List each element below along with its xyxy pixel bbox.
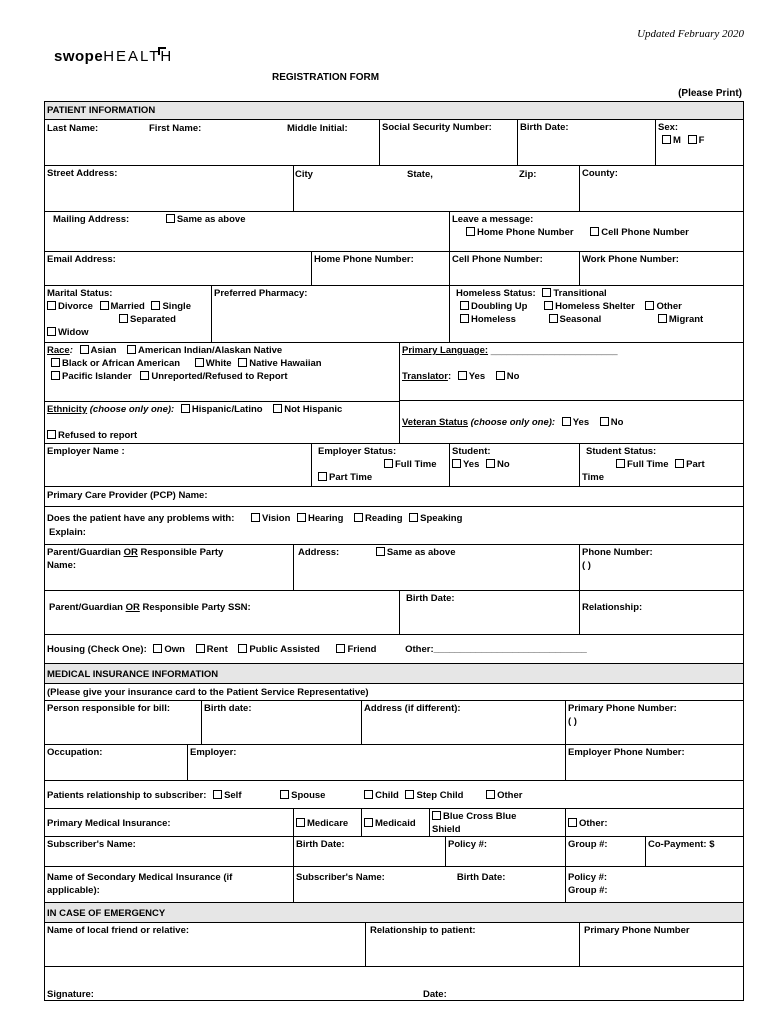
other-insurance-option: Other: — [565, 809, 743, 837]
asian-checkbox[interactable] — [80, 345, 89, 354]
employer-name-field[interactable]: Employer Name : — [47, 446, 125, 457]
rent-checkbox[interactable] — [196, 644, 205, 653]
street-field[interactable]: Street Address: — [47, 168, 118, 179]
pharmacy-field[interactable]: Preferred Pharmacy: — [211, 286, 449, 343]
copay-field[interactable]: Co-Payment: $ — [645, 837, 743, 867]
cell-phone-field[interactable]: Cell Phone Number: — [449, 252, 579, 286]
city-label: City — [295, 169, 313, 180]
form-title: REGISTRATION FORM — [272, 72, 380, 83]
subscriber-relationship-row — [45, 780, 743, 809]
medicaid-option: Medicaid — [361, 809, 429, 837]
step-child-checkbox[interactable] — [405, 790, 414, 799]
relationship-label: Patients relationship to subscriber: Self Spouse Child Step Child Other — [47, 790, 523, 801]
student-field: Student: Yes No — [449, 444, 579, 487]
guardian-ssn-row — [45, 590, 743, 635]
secondary-insurance-row — [45, 866, 743, 903]
transitional-checkbox[interactable] — [542, 288, 551, 297]
medicare-checkbox[interactable] — [296, 818, 305, 827]
emergency-relationship-field[interactable]: Relationship to patient: — [365, 923, 579, 967]
bcbs-checkbox[interactable] — [432, 811, 441, 820]
home-phone-field[interactable]: Home Phone Number: — [311, 252, 449, 286]
mailing-field[interactable]: Mailing Address: Same as above — [53, 214, 246, 225]
emergency-phone-field[interactable]: Primary Phone Number — [579, 923, 743, 967]
vision-checkbox[interactable] — [251, 513, 260, 522]
marital-row — [45, 285, 743, 343]
guardian-same-checkbox[interactable] — [376, 547, 385, 556]
separated-checkbox[interactable] — [119, 314, 128, 323]
sex-m-checkbox[interactable] — [662, 135, 671, 144]
self-checkbox[interactable] — [213, 790, 222, 799]
doubling-checkbox[interactable] — [460, 301, 469, 310]
pacific-checkbox[interactable] — [51, 371, 60, 380]
migrant-checkbox[interactable] — [658, 314, 667, 323]
full-time-checkbox[interactable] — [384, 459, 393, 468]
homeless-field: Homeless Status: Transitional Doubling Up Homeless Shelter Other Homeless Seasonal Migrant — [449, 286, 743, 343]
registration-form — [44, 101, 744, 1001]
address-row — [45, 165, 743, 212]
responsible-phone-field[interactable]: Primary Phone Number: ( ) — [565, 701, 743, 745]
translator-no-checkbox[interactable] — [496, 371, 505, 380]
birth-date-field[interactable]: Birth Date: — [517, 120, 655, 166]
cell-phone-checkbox[interactable] — [590, 227, 599, 236]
bcbs-option: Blue Cross Blue Shield — [429, 809, 565, 837]
responsible-row — [45, 700, 743, 745]
guardian-name-field[interactable]: Parent/Guardian OR Responsible Party Name: — [47, 547, 224, 571]
group-field[interactable]: Group #: — [565, 837, 645, 867]
name-row — [45, 119, 743, 166]
email-field[interactable]: Email Address: — [47, 254, 116, 265]
middle-initial-label: Middle Initial: — [287, 123, 348, 134]
widow-checkbox[interactable] — [47, 327, 56, 336]
employer-status-field: Employer Status: Full Time Part Time — [311, 444, 449, 487]
student-full-time-checkbox[interactable] — [616, 459, 625, 468]
race-field: Race: Asian American Indian/Alaskan Native Black or African American White Native Hawaiian Pacific Islander Unreported/Refused to Report — [47, 345, 322, 382]
section-emergency: IN CASE OF EMERGENCY — [45, 902, 743, 923]
white-checkbox[interactable] — [195, 358, 204, 367]
veteran-field: Veteran Status (choose only one): Yes No — [399, 401, 743, 444]
part-time-checkbox[interactable] — [318, 472, 327, 481]
guardian-birth-date-field[interactable]: Birth Date: — [399, 591, 579, 635]
hearing-checkbox[interactable] — [297, 513, 306, 522]
section-patient-info: PATIENT INFORMATION — [45, 102, 743, 119]
insurance-note-row: (Please give your insurance card to the Patient Service Representative) — [45, 683, 743, 701]
reading-checkbox[interactable] — [354, 513, 363, 522]
spouse-checkbox[interactable] — [280, 790, 289, 799]
child-checkbox[interactable] — [364, 790, 373, 799]
race-ethnicity-row — [45, 342, 743, 444]
emergency-row — [45, 922, 743, 967]
responsible-address-field[interactable]: Address (if different): — [361, 701, 565, 745]
secondary-subscriber-field[interactable]: Subscriber's Name: Birth Date: — [293, 867, 565, 903]
refused-checkbox[interactable] — [47, 430, 56, 439]
employer-phone-field[interactable]: Employer Phone Number: — [565, 745, 743, 781]
same-as-above-checkbox[interactable] — [166, 214, 175, 223]
secondary-policy-field[interactable]: Policy #: Group #: — [565, 867, 743, 903]
guardian-address-field[interactable]: Address: Same as above — [293, 545, 579, 591]
shelter-checkbox[interactable] — [544, 301, 553, 310]
veteran-yes-checkbox[interactable] — [562, 417, 571, 426]
last-name-label: Last Name: — [47, 123, 99, 134]
employer-field[interactable]: Employer: — [187, 745, 565, 781]
pcp-row[interactable] — [45, 486, 743, 507]
ssn-field[interactable]: Social Security Number: — [379, 120, 517, 166]
email-row — [45, 251, 743, 286]
sex-field: Sex: M F — [655, 120, 743, 166]
friend-checkbox[interactable] — [336, 644, 345, 653]
problems-label: Does the patient have any problems with: Vision Hearing Reading Speaking — [47, 513, 463, 524]
updated-date: Updated February 2020 — [637, 28, 744, 40]
state-label: State, — [407, 169, 433, 180]
divorce-checkbox[interactable] — [47, 301, 56, 310]
primary-insurance-field[interactable]: Primary Medical Insurance: — [47, 818, 171, 829]
leave-message-field: Leave a message: Home Phone Number Cell Phone Number — [449, 212, 743, 252]
explain-label: Explain: — [49, 527, 86, 538]
logo-mark-icon — [158, 47, 166, 55]
sex-f-checkbox[interactable] — [688, 135, 697, 144]
guardian-row — [45, 544, 743, 591]
seasonal-checkbox[interactable] — [549, 314, 558, 323]
ethnicity-field: Ethnicity (choose only one): Hispanic/Latino Not Hispanic Refused to report — [45, 401, 399, 444]
occupation-row — [45, 744, 743, 781]
mailing-row — [45, 211, 743, 252]
pcp-label: Primary Care Provider (PCP) Name: — [47, 490, 208, 501]
native-checkbox[interactable] — [127, 345, 136, 354]
subscriber-birth-field[interactable]: Birth Date: — [293, 837, 445, 867]
single-checkbox[interactable] — [151, 301, 160, 310]
swope-health-logo: swopeHEALTH — [54, 48, 174, 65]
housing-label: Housing (Check One): Own Rent Public Assisted Friend Other:_____________________________ — [47, 644, 587, 655]
medicaid-checkbox[interactable] — [364, 818, 373, 827]
responsible-birth-field[interactable]: Birth date: — [201, 701, 361, 745]
medicare-option: Medicare — [293, 809, 361, 837]
home-phone-checkbox[interactable] — [466, 227, 475, 236]
secondary-insurance-field[interactable]: Name of Secondary Medical Insurance (if applicable): — [47, 872, 233, 896]
housing-row — [45, 634, 743, 664]
guardian-ssn-field[interactable]: Parent/Guardian OR Responsible Party SSN: — [49, 602, 251, 613]
signature-label[interactable]: Signature: — [47, 989, 94, 1000]
subscriber-row — [45, 836, 743, 867]
veteran-no-checkbox[interactable] — [600, 417, 609, 426]
student-part-checkbox[interactable] — [675, 459, 684, 468]
first-name-label: First Name: — [149, 123, 202, 134]
hispanic-checkbox[interactable] — [181, 404, 190, 413]
relationship-other-checkbox[interactable] — [486, 790, 495, 799]
not-hispanic-checkbox[interactable] — [273, 404, 282, 413]
student-no-checkbox[interactable] — [486, 459, 495, 468]
homeless-other-checkbox[interactable] — [645, 301, 654, 310]
homeless-checkbox[interactable] — [460, 314, 469, 323]
own-checkbox[interactable] — [153, 644, 162, 653]
hawaiian-checkbox[interactable] — [238, 358, 247, 367]
county-field[interactable]: County: — [579, 166, 743, 212]
primary-insurance-row — [45, 808, 743, 837]
zip-label: Zip: — [519, 169, 537, 180]
problems-row — [45, 506, 743, 545]
signature-row — [45, 966, 743, 1001]
public-checkbox[interactable] — [238, 644, 247, 653]
please-print-note: (Please Print) — [678, 88, 742, 99]
guardian-relationship-field[interactable]: Relationship: — [579, 591, 743, 635]
employer-row — [45, 443, 743, 487]
section-insurance: MEDICAL INSURANCE INFORMATION — [45, 663, 743, 684]
black-checkbox[interactable] — [51, 358, 60, 367]
student-yes-checkbox[interactable] — [452, 459, 461, 468]
emergency-name-field[interactable]: Name of local friend or relative: — [47, 925, 190, 936]
other-insurance-checkbox[interactable] — [568, 818, 577, 827]
occupation-field[interactable]: Occupation: — [47, 747, 103, 758]
translator-yes-checkbox[interactable] — [458, 371, 467, 380]
date-label[interactable]: Date: — [423, 989, 447, 1000]
work-phone-field[interactable]: Work Phone Number: — [579, 252, 743, 286]
guardian-phone-field[interactable]: Phone Number: ( ) — [579, 545, 743, 591]
unreported-checkbox[interactable] — [140, 371, 149, 380]
language-field: Primary Language: ________________________ Translator: Yes No — [399, 343, 743, 401]
subscriber-name-field[interactable]: Subscriber's Name: — [47, 839, 136, 850]
married-checkbox[interactable] — [100, 301, 109, 310]
policy-field[interactable]: Policy #: — [445, 837, 565, 867]
marital-field: Marital Status: Divorce Married Single Separated Widow — [47, 288, 191, 338]
speaking-checkbox[interactable] — [409, 513, 418, 522]
responsible-field[interactable]: Person responsible for bill: — [47, 703, 170, 714]
student-status-field: Student Status: Full Time Part Time — [579, 444, 743, 487]
